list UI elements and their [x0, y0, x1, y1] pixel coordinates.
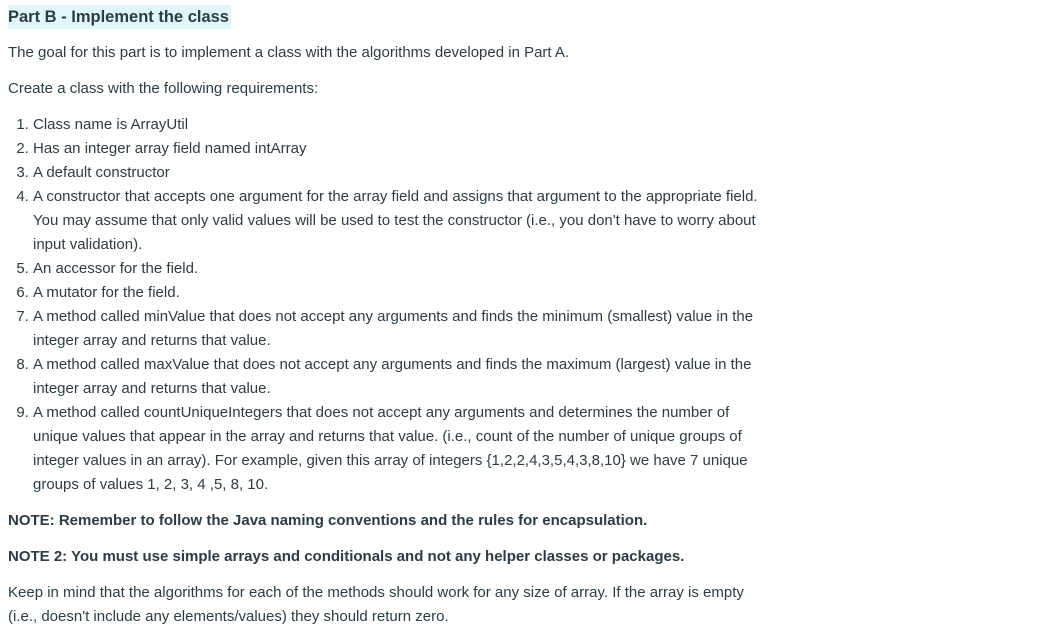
requirements-list: [8, 113, 773, 497]
requirement-item: 9. A method called countUniqueIntegers that does not accept any arguments and determines the number of unique values that appear in the array and returns that value. (i.e., count of the number of unique groups of integer values in an array). For example, given this array of integers {1,2,2,4,3,5,4,3,8,10} we have 7 unique groups of values 1, 2, 3, 4 ,5, 8, 10.: [33, 401, 773, 497]
requirements-intro: Create a class with the following requirements:: [8, 80, 319, 97]
goal-paragraph: The goal for this part is to implement a class with the algorithms developed in Part A.: [8, 44, 570, 61]
requirement-item: 4. A constructor that accepts one argument for the array field and assigns that argument to the appropriate field. You may assume that only valid values will be used to test the constructor (i.e., you don't have to worry about input validation).: [33, 185, 773, 257]
requirement-item: 5. An accessor for the field.: [33, 257, 773, 281]
requirement-item: 1. Class name is ArrayUtil: [33, 113, 773, 137]
note-simple-arrays: NOTE 2: You must use simple arrays and conditionals and not any helper classes or packages.: [8, 548, 685, 565]
note-encapsulation: NOTE: Remember to follow the Java naming conventions and the rules for encapsulation.: [8, 512, 648, 529]
requirement-item: 6. A mutator for the field.: [33, 281, 773, 305]
page-title: Part B - Implement the class: [8, 5, 231, 29]
closing-paragraph: Keep in mind that the algorithms for each of the methods should work for any size of array. If the array is empty (i.e., doesn't include any elements/values) they should return zero.: [8, 584, 744, 625]
requirement-item: 3. A default constructor: [33, 161, 773, 185]
requirement-item: 7. A method called minValue that does not accept any arguments and finds the minimum (smallest) value in the integer array and returns that value.: [33, 305, 773, 353]
requirement-item: 8. A method called maxValue that does not accept any arguments and finds the maximum (largest) value in the integer array and returns that value.: [33, 353, 773, 401]
requirement-item: 2. Has an integer array field named intArray: [33, 137, 773, 161]
